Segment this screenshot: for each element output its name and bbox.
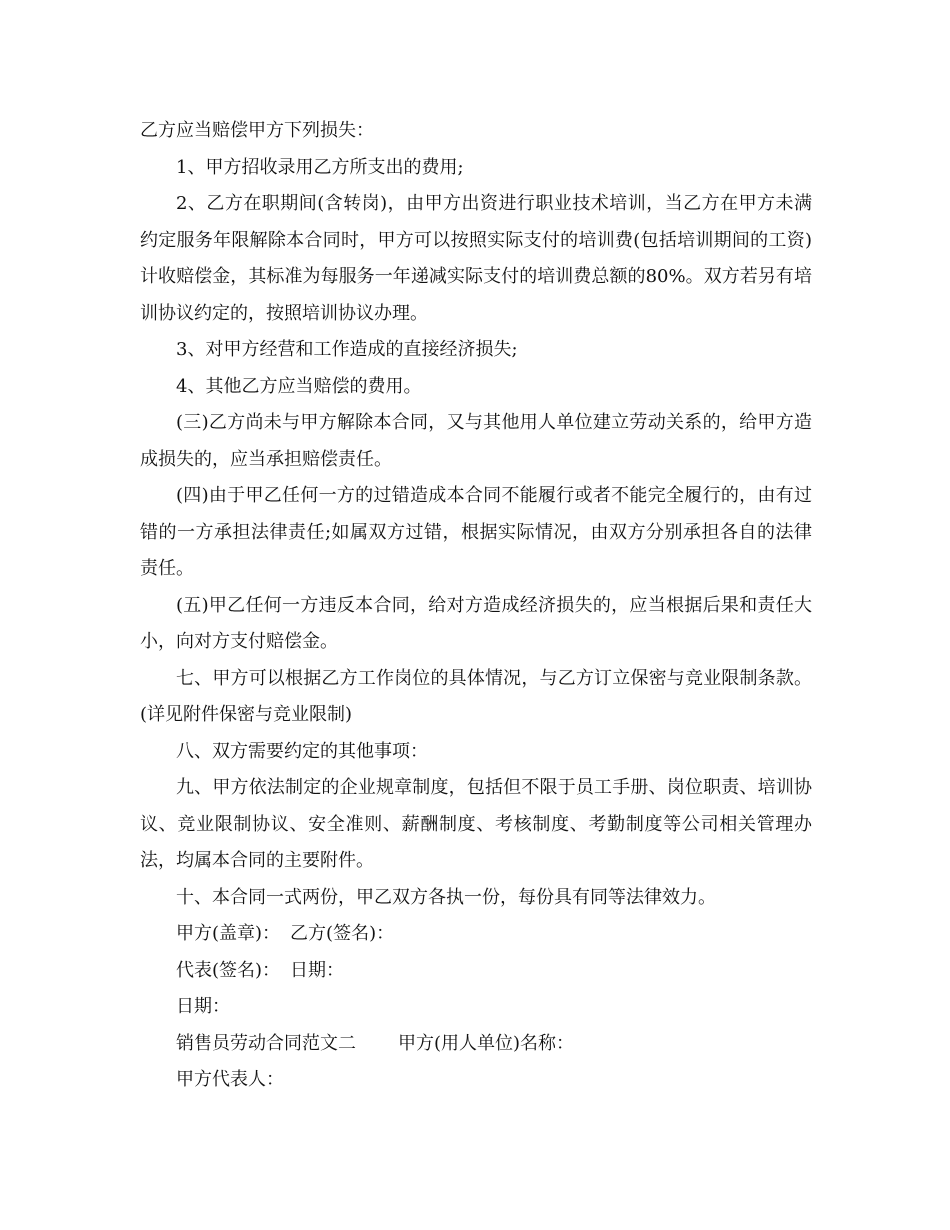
paragraph-article-9: 九、甲方依法制定的企业规章制度，包括但不限于员工手册、岗位职责、培训协议、竞业限制协议、安全准则、薪酬制度、考核制度、考勤制度等公司相关管理办法，均属本合同的主要附件。: [140, 777, 812, 871]
paragraph-item-4: 4、其他乙方应当赔偿的费用。: [176, 375, 422, 397]
party-b-sign-label: 乙方(签名)：: [290, 923, 395, 944]
paragraph-item-2: 2、乙方在职期间(含转岗)，由甲方出资进行职业技术培训，当乙方在甲方未满约定服务年限解除本合同时，甲方可以按照实际支付的培训费(包括培训期间的工资)计收赔偿金，其标准为每服务一年递减实际支付的培训费总额的80%。双方若另有培训协议约定的，按照培训协议办理。: [140, 193, 812, 324]
signature-row-parties: [140, 916, 812, 953]
signature-row-employer-rep: [140, 1062, 812, 1099]
signature-row-sample-title: [140, 1026, 812, 1063]
signature-row-representative: [140, 953, 812, 990]
paragraph-clause-4: (四)由于甲乙任何一方的过错造成本合同不能履行或者不能完全履行的，由有过错的一方承担法律责任;如属双方过错，根据实际情况，由双方分别承担各自的法律责任。: [140, 485, 812, 579]
employer-name-label: 甲方(用人单位)名称：: [398, 1032, 575, 1054]
paragraph-clause-5: (五)甲乙任何一方违反本合同，给对方造成经济损失的，应当根据后果和责任大小，向对方支付赔偿金。: [140, 594, 812, 652]
paragraph-article-7: 七、甲方可以根据乙方工作岗位的具体情况，与乙方订立保密与竞业限制条款。(详见附件保密与竞业限制): [140, 667, 812, 725]
date-label: 日期：: [290, 959, 345, 981]
paragraph-item-3: 3、对甲方经营和工作造成的直接经济损失;: [176, 339, 518, 360]
representative-sign-label: 代表(签名)：: [176, 959, 281, 981]
document-page: [140, 113, 812, 1099]
sample-contract-title: 销售员劳动合同范文二: [176, 1032, 356, 1054]
paragraph-item-1: 1、甲方招收录用乙方所支出的费用;: [176, 156, 464, 178]
paragraph-compensation-intro: 乙方应当赔偿甲方下列损失：: [140, 120, 374, 141]
paragraph-article-8: 八、双方需要约定的其他事项：: [176, 740, 428, 762]
paragraph-article-10: 十、本合同一式两份，甲乙双方各执一份，每份具有同等法律效力。: [176, 886, 716, 908]
signature-row-date: [140, 989, 812, 1026]
paragraph-clause-3: (三)乙方尚未与甲方解除本合同，又与其他用人单位建立劳动关系的，给甲方造成损失的，应当承担赔偿责任。: [140, 412, 812, 470]
employer-representative-label: 甲方代表人：: [176, 1069, 284, 1090]
party-a-seal-label: 甲方(盖章)：: [176, 923, 281, 944]
date-label-second: 日期：: [176, 996, 230, 1017]
